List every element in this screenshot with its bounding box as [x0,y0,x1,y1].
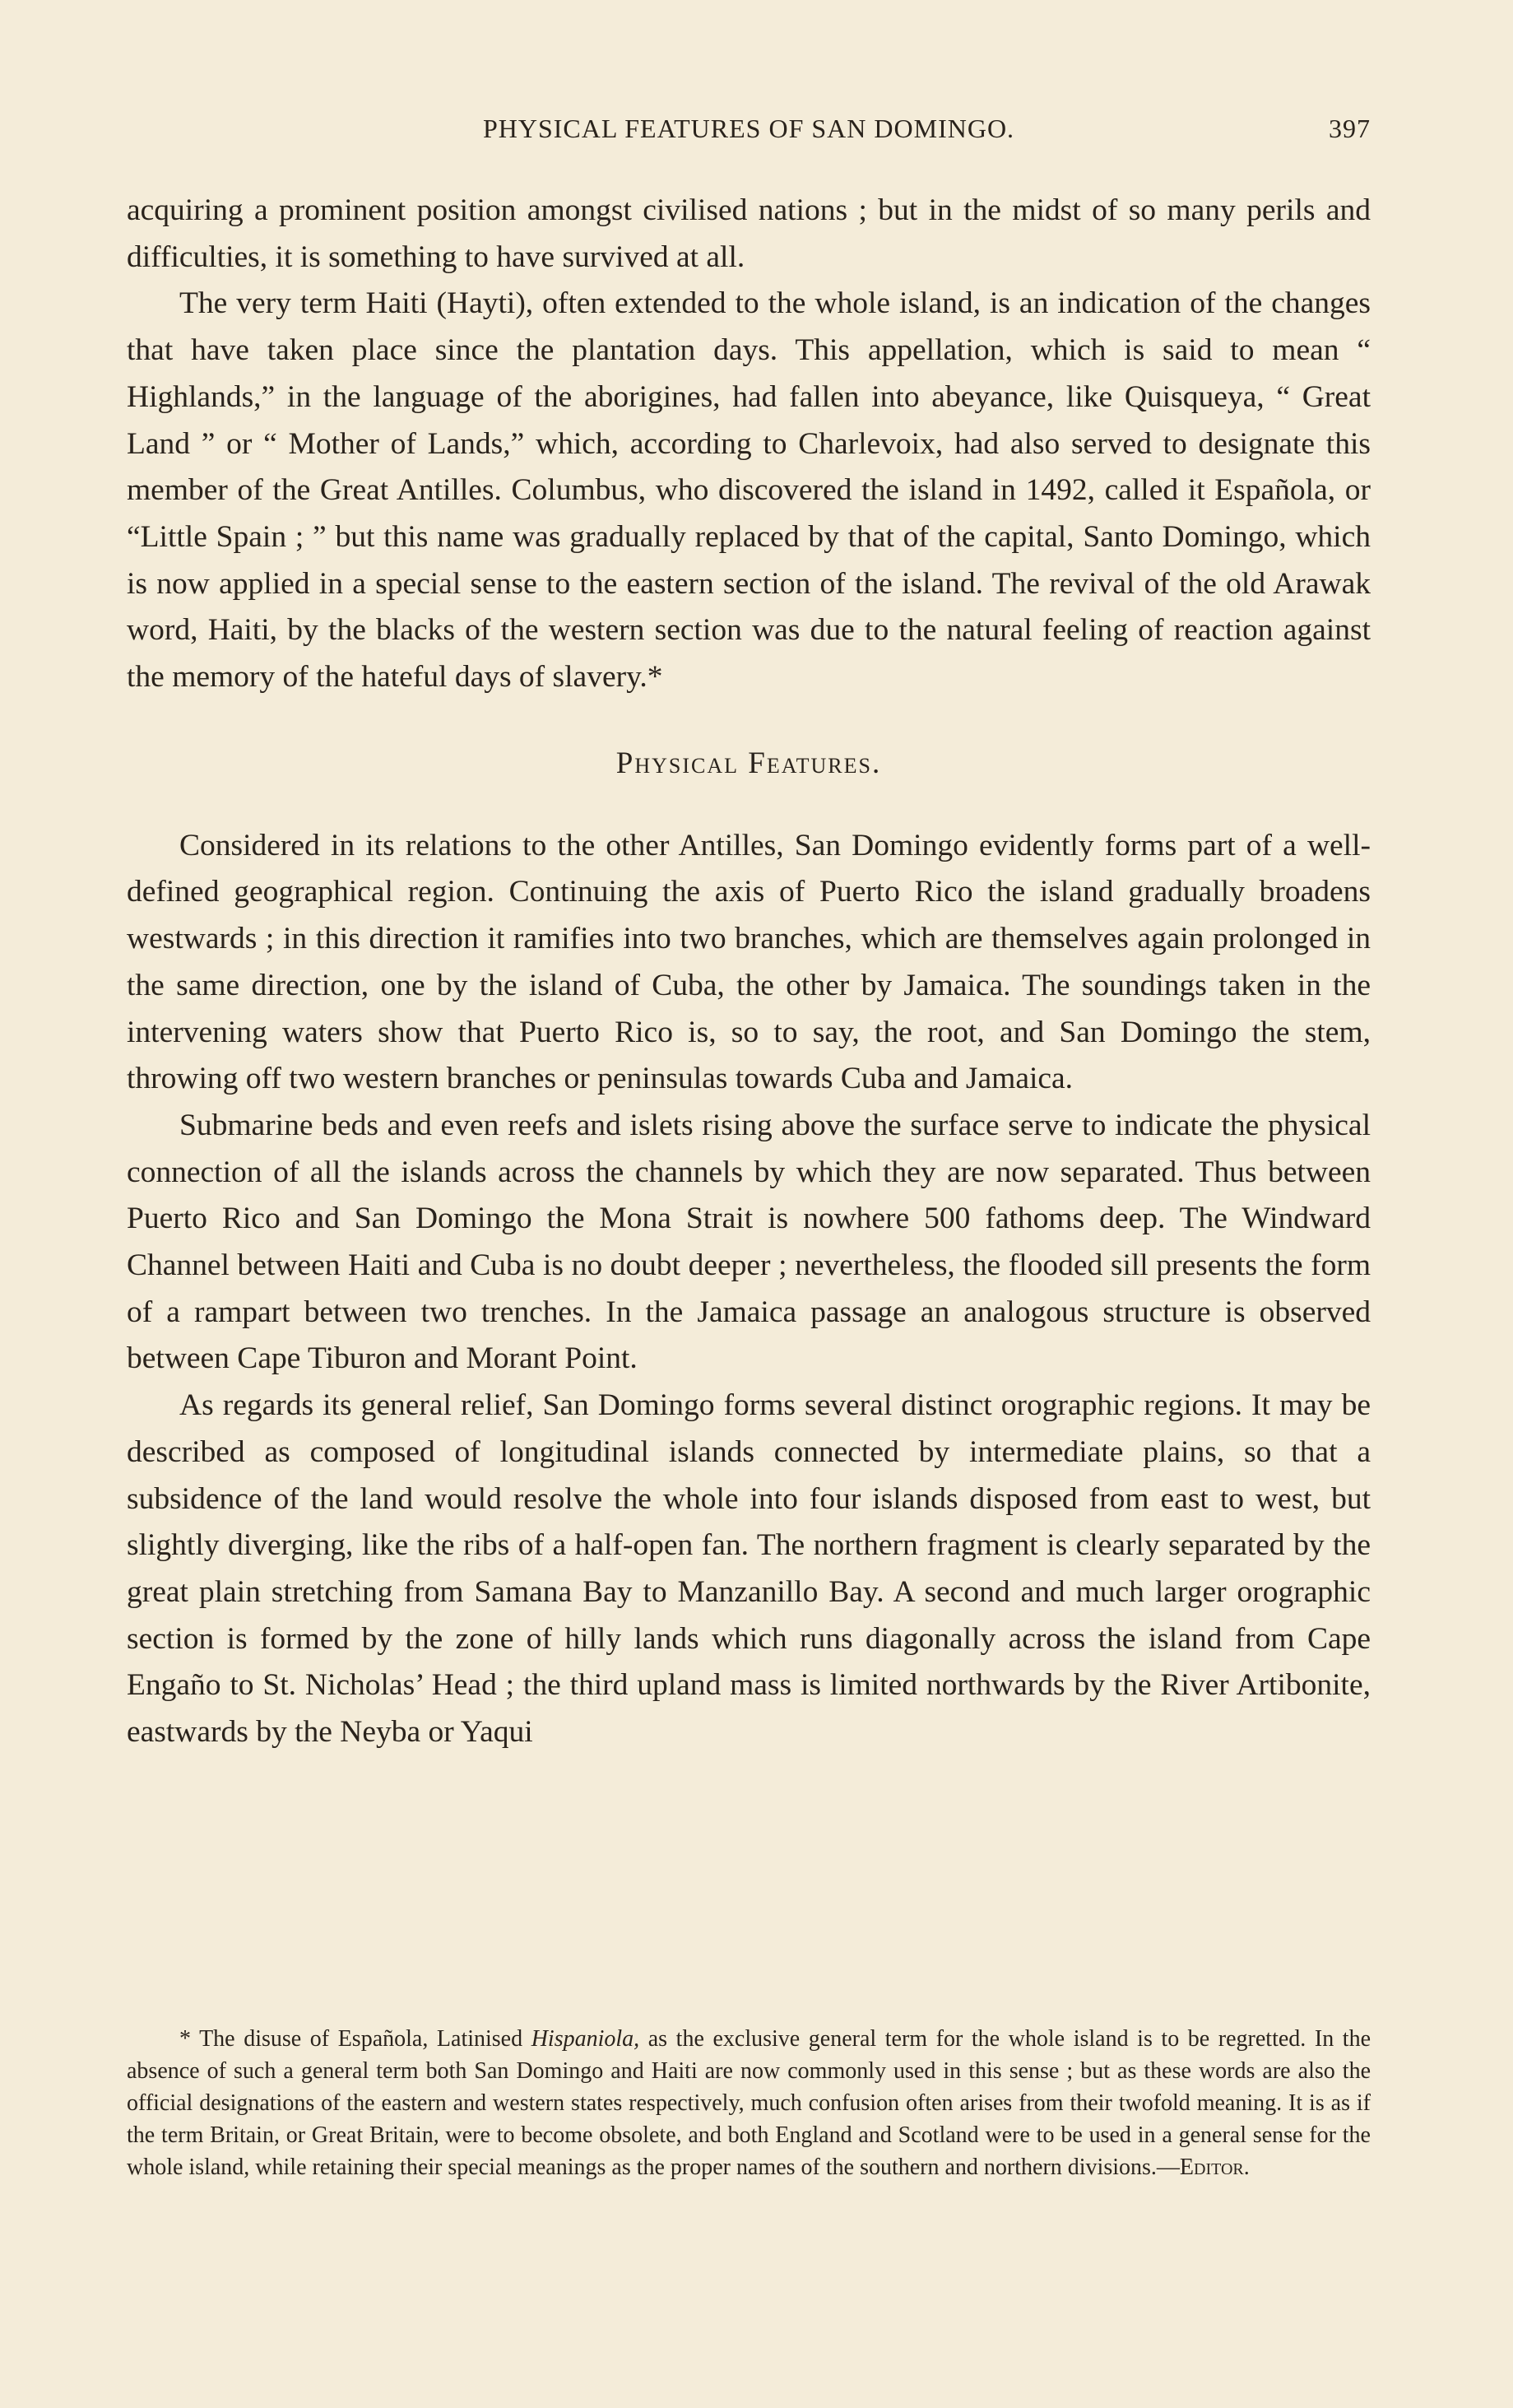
section-heading: Physical Features. [615,746,882,780]
main-text [127,188,1371,1756]
footnote-text: as the exclusive general term for the whole island is to be regretted. In the absence of such a general term both San Domingo and Haiti are now commonly used in this sense ; but as these words are also the official designations of the eastern and western states respectively, much confusion often arises from their twofold meaning. It is as if the term Britain, or Great Britain, were to become obsolete, and both England and Scotland were to be used in a general sense for the whole island, while retaining their special meanings as the proper names of the southern and northern divisions.— [127,2026,1371,2180]
running-title: PHYSICAL FEATURES OF SAN DOMINGO. [482,114,1015,143]
page-number: 397 [1329,114,1371,143]
running-header [127,114,1371,155]
footnote-editor-signature: Editor. [1179,2155,1250,2180]
footnote [127,2023,1371,2183]
footnote-text: * The disuse of Española, Latinised [179,2026,531,2052]
footnote-italic-term: Hispaniola, [531,2026,640,2052]
paragraph: As regards its general relief, San Domingo forms several distinct orographic regions. It may be described as composed of longitudinal islands connected by intermediate plains, so that a subsidence of the land would resolve the whole into four islands disposed from east to west, but slightly diverging, like the ribs of a half-open fan. The northern fragment is clearly separated by the great plain stretching from Samana Bay to Manzanillo Bay. A second and much larger orographic section is formed by the zone of hilly lands which runs diagonally across the island from Cape Engaño to St. Nicholas’ Head ; the third upland mass is limited northwards by the River Artibonite, eastwards by the Neyba or Yaqui [127,1388,1371,1750]
paragraph: The very term Haiti (Hayti), often extended to the whole island, is an indication of the changes that have taken place since the plantation days. This appellation, which is said to mean “ Highlands,” in the language of the aborigines, had fallen into abeyance, like Quisqueya, “ Great Land ” or “ Mother of Lands,” which, according to Charlevoix, had also served to designate this member of the Great Antilles. Columbus, who discovered the island in 1492, called it Española, or “Little Spain ; ” but this name was gradually replaced by that of the capital, Santo Domingo, which is now applied in a special sense to the eastern section of the island. The revival of the old Arawak word, Haiti, by the blacks of the western section was due to the natural feeling of reaction against the memory of the hateful days of slavery.* [127,286,1371,695]
paragraph: acquiring a prominent position amongst civilised nations ; but in the midst of so many perils and difficulties, it is something to have survived at all. [127,193,1371,274]
paragraph: Submarine beds and even reefs and islets rising above the surface serve to indicate the physical connection of all the islands across the channels by which they are now separated. Thus between Puerto Rico and San Domingo the Mona Strait is nowhere 500 fathoms deep. The Windward Channel between Haiti and Cuba is no doubt deeper ; nevertheless, the flooded sill presents the form of a rampart between two trenches. In the Jamaica passage an analogous structure is observed between Cape Tiburon and Morant Point. [127,1108,1371,1376]
paragraph: Considered in its relations to the other Antilles, San Domingo evidently forms part of a well-defined geographical region. Continuing the axis of Puerto Rico the island gradually broadens westwards ; in this direction it ramifies into two branches, which are themselves again prolonged in the same direction, one by the island of Cuba, the other by Jamaica. The soundings taken in the intervening waters show that Puerto Rico is, so to say, the root, and San Domingo the stem, throwing off two western branches or peninsulas towards Cuba and Jamaica. [127,828,1371,1096]
